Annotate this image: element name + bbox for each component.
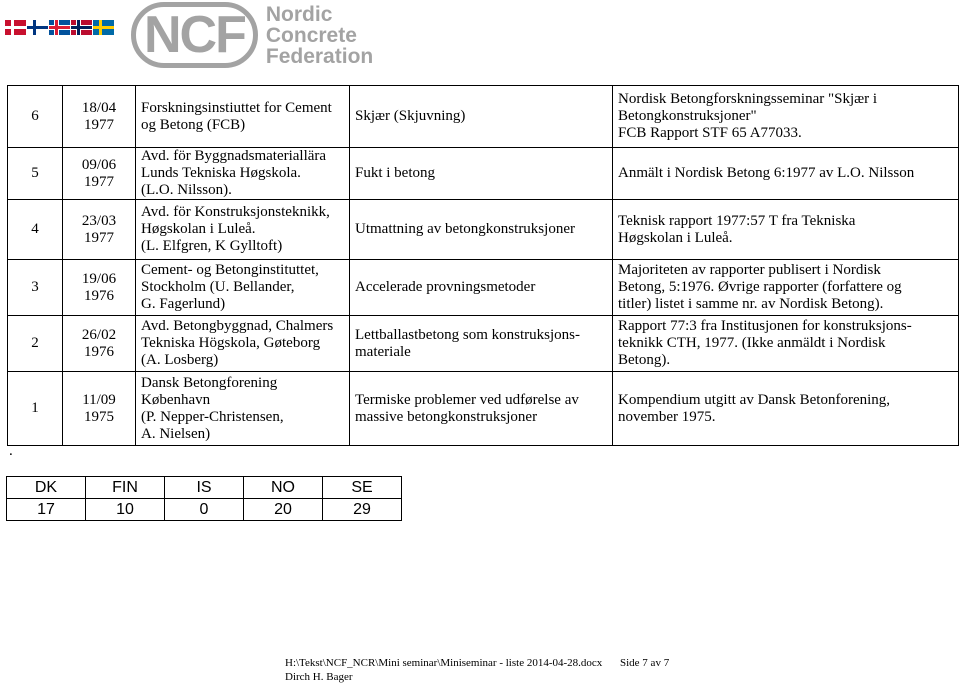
logo-text (266, 4, 373, 67)
organizer-cell (136, 200, 350, 260)
organizer-line: Avd. för Byggnadsmateriallära (141, 148, 327, 164)
table-row (8, 148, 959, 200)
report-reference-line: teknikk CTH, 1977. (Ikke anmäldt i Nordisk (618, 335, 886, 351)
organizer-line: G. Fagerlund) (141, 296, 226, 312)
seminar-topic-line: Skjær (Skjuvning) (355, 108, 466, 124)
report-reference-cell (613, 148, 959, 200)
organizer-line: og Betong (FCB) (141, 116, 246, 133)
report-reference-line: Anmält i Nordisk Betong 6:1977 av L.O. Nilsson (618, 165, 915, 181)
count-value: 17 (7, 499, 86, 521)
row-number-cell: 4 (8, 200, 63, 260)
organizer-line: Avd. för Konstruksjonsteknikk, (141, 204, 330, 220)
seminar-topic-cell (350, 316, 613, 372)
seminar-topic-line: materiale (355, 343, 411, 360)
report-reference-cell (613, 260, 959, 316)
seminar-date-line: 1977 (84, 116, 114, 133)
seminar-date-line: 1976 (84, 287, 114, 304)
organizer-line: København (141, 391, 211, 408)
organizer-line: Dansk Betongforening (141, 374, 278, 391)
organizer-line: Stockholm (U. Bellander, (141, 279, 295, 295)
seminar-date-line: 23/03 (81, 212, 117, 229)
row-number-cell: 5 (8, 148, 63, 200)
seminar-date-line: 1977 (84, 173, 114, 190)
table-row (8, 260, 959, 316)
organizer-line: Tekniska Högskola, Gøteborg (141, 335, 321, 351)
report-reference-cell (613, 200, 959, 260)
table-row (8, 200, 959, 260)
report-reference-line: Betong). (618, 352, 671, 368)
seminar-date-line: 09/06 (81, 156, 117, 173)
count-value-row (7, 499, 402, 521)
count-value: 20 (244, 499, 323, 521)
organizer-line: (P. Nepper-Christensen, (141, 408, 284, 425)
report-reference-line: Nordisk Betongforskningsseminar "Skjær i (618, 91, 878, 107)
row-number-cell: 6 (8, 86, 63, 148)
organizer-line: Lunds Tekniska Høgskola. (141, 165, 301, 181)
organizer-line: Forskningsinstiuttet for Cement (141, 99, 332, 116)
report-reference-line: Kompendium utgitt av Dansk Betonforening, (618, 391, 891, 408)
logo-line: Concrete (265, 23, 357, 47)
report-reference-line: november 1975. (618, 408, 716, 425)
organizer-line: A. Nielsen) (141, 425, 211, 442)
count-value: 0 (165, 499, 244, 521)
count-header-row (7, 477, 402, 499)
seminar-topic-line: Fukt i betong (355, 165, 436, 181)
organizer-line: Cement- og Betonginstituttet, (141, 262, 319, 278)
organizer-line: Avd. Betongbyggnad, Chalmers (141, 318, 334, 334)
report-reference-line: Rapport 77:3 fra Institusjonen for konstruksjons- (618, 318, 912, 334)
count-header: NO (244, 477, 323, 499)
count-value: 29 (323, 499, 402, 521)
count-value: 10 (86, 499, 165, 521)
table-row (8, 86, 959, 148)
seminar-date-line: 19/06 (81, 270, 117, 287)
iceland-flag-icon (49, 20, 70, 35)
seminar-topic-cell (350, 148, 613, 200)
seminar-topic-line: Accelerade provningsmetoder (355, 279, 536, 295)
country-count-table (6, 476, 402, 521)
row-number-cell: 2 (8, 316, 63, 372)
seminar-date-cell (63, 86, 136, 148)
seminar-date-cell (63, 260, 136, 316)
report-reference-line: Høgskolan i Luleå. (618, 229, 733, 246)
seminar-topic-cell (350, 372, 613, 446)
seminar-date-line: 1977 (84, 229, 114, 246)
count-header: DK (7, 477, 86, 499)
logo-line: Nordic (265, 2, 333, 26)
table-row (8, 372, 959, 446)
page-header (0, 0, 960, 75)
seminar-topic-cell (350, 200, 613, 260)
seminar-topic-line: Lettballastbetong som konstruksjons- (355, 326, 580, 343)
organizer-cell (136, 86, 350, 148)
seminar-topic-cell (350, 260, 613, 316)
seminar-date-line: 26/02 (81, 326, 117, 343)
seminar-topic-line: massive betongkonstruksjoner (355, 408, 538, 425)
logo-line: Federation (265, 44, 374, 68)
seminar-date-line: 1975 (84, 408, 114, 425)
report-reference-line: Teknisk rapport 1977:57 T fra Tekniska (618, 212, 856, 229)
footer-author: Dirch H. Bager (285, 671, 353, 683)
seminar-date-line: 1976 (84, 343, 114, 360)
report-reference-line: FCB Rapport STF 65 A77033. (618, 125, 802, 141)
seminar-date-cell (63, 200, 136, 260)
count-header: IS (165, 477, 244, 499)
finland-flag-icon (27, 20, 48, 35)
report-reference-cell (613, 316, 959, 372)
seminar-date-cell (63, 372, 136, 446)
report-reference-line: titler) listet i samme nr. av Nordisk Betong). (618, 296, 884, 312)
report-reference-line: Majoriteten av rapporter publisert i Nordisk (618, 262, 881, 278)
seminar-date-cell (63, 148, 136, 200)
table-row (8, 316, 959, 372)
organizer-line: (A. Losberg) (141, 352, 219, 368)
nordic-flags (5, 20, 114, 35)
seminar-topic-line: Termiske problemer ved udførelse av (355, 391, 579, 408)
organizer-line: (L. Elfgren, K Gylltoft) (141, 238, 283, 254)
organizer-line: Høgskolan i Luleå. (141, 221, 256, 237)
norway-flag-icon (71, 20, 92, 35)
seminar-topic-line: Utmattning av betongkonstruksjoner (355, 221, 575, 237)
organizer-line: (L.O. Nilsson). (141, 182, 232, 198)
report-reference-line: Betongkonstruksjoner" (618, 108, 757, 124)
ncf-logo (131, 2, 373, 68)
report-reference-cell (613, 372, 959, 446)
report-reference-cell (613, 86, 959, 148)
seminar-date-line: 18/04 (81, 99, 117, 116)
logo-mark: NCF (131, 2, 258, 68)
denmark-flag-icon (5, 20, 26, 35)
row-number-cell: 1 (8, 372, 63, 446)
stray-dot: . (9, 443, 13, 459)
count-header: SE (323, 477, 402, 499)
organizer-cell (136, 260, 350, 316)
seminar-topic-cell (350, 86, 613, 148)
seminar-date-line: 11/09 (82, 391, 116, 408)
organizer-cell (136, 148, 350, 200)
sweden-flag-icon (93, 20, 114, 35)
organizer-cell (136, 316, 350, 372)
count-header: FIN (86, 477, 165, 499)
seminar-date-cell (63, 316, 136, 372)
footer-page-number: Side 7 av 7 (620, 657, 670, 669)
report-reference-line: Betong, 5:1976. Øvrige rapporter (forfattere og (618, 279, 902, 295)
organizer-cell (136, 372, 350, 446)
seminar-table (7, 85, 959, 446)
row-number-cell: 3 (8, 260, 63, 316)
footer-file-path: H:\Tekst\NCF_NCR\Mini seminar\Miniseminar - liste 2014-04-28.docx (285, 657, 603, 669)
